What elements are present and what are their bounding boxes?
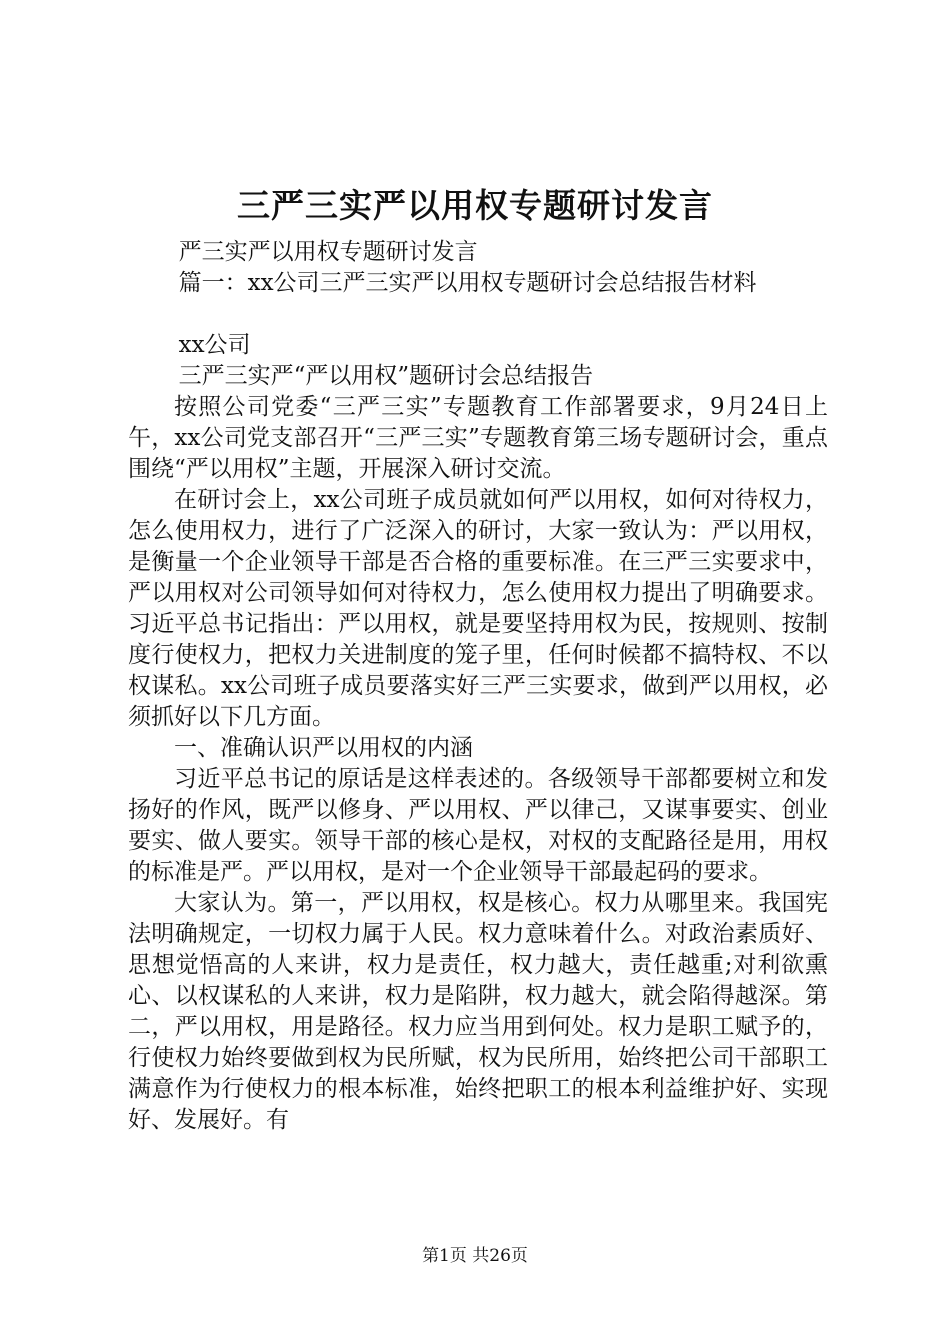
document-body [128,237,828,1136]
paragraph: 在研讨会上，xx公司班子成员就如何严以用权，如何对待权力，怎么使用权力，进行了广泛深入的研讨，大家一致认为：严以用权，是衡量一个企业领导干部是否合格的重要标准。在三严三实要求中，严以用权对公司领导如何对待权力，怎么使用权力提出了明确要求。习近平总书记指出：严以用权，就是要坚持用权为民，按规则、按制度行使权力，把权力关进制度的笼子里，任何时候都不搞特权、不以权谋私。xx公司班子成员要落实好三严三实要求，做到严以用权，必须抓好以下几方面。 [128,487,828,730]
paragraph: 习近平总书记的原话是这样表述的。各级领导干部都要树立和发扬好的作风，既严以修身、严以用权、严以律己，又谋事要实、创业要实、做人要实。领导干部的核心是权，对权的支配路径是用，用权的标准是严。严以用权，是对一个企业领导干部最起码的要求。 [128,766,828,885]
article-heading: 篇一：xx公司三严三实严以用权专题研讨会总结报告材料 [178,270,757,296]
document-title: 三严三实严以用权专题研讨发言 [237,186,713,225]
paragraph: 按照公司党委“三严三实”专题教育工作部署要求，9月24日上午，xx公司党支部召开“三严三实”专题教育第三场专题研讨会，重点围绕“严以用权”主题，开展深入研讨交流。 [128,394,828,482]
paragraph: 大家认为。第一，严以用权，权是核心。权力从哪里来。我国宪法明确规定，一切权力属于人民。权力意味着什么。对政治素质好、思想觉悟高的人来讲，权力是责任，权力越大，责任越重;对利欲熏心、以权谋私的人来讲，权力是陷阱，权力越大，就会陷得越深。第二，严以用权，用是路径。权力应当用到何处。权力是职工赋予的，行使权力始终要做到权为民所赋，权为民所用，始终把公司干部职工满意作为行使权力的根本标准，始终把职工的根本利益维护好、实现好、发展好。有 [128,890,828,1133]
page-footer: 第1页 共26页 [422,1246,528,1266]
report-title: 三严三实严“严以用权”题研讨会总结报告 [178,363,594,389]
company-name: xx公司 [178,332,251,358]
document-subtitle: 严三实严以用权专题研讨发言 [178,239,478,265]
section-heading: 一、准确认识严以用权的内涵 [174,735,473,761]
